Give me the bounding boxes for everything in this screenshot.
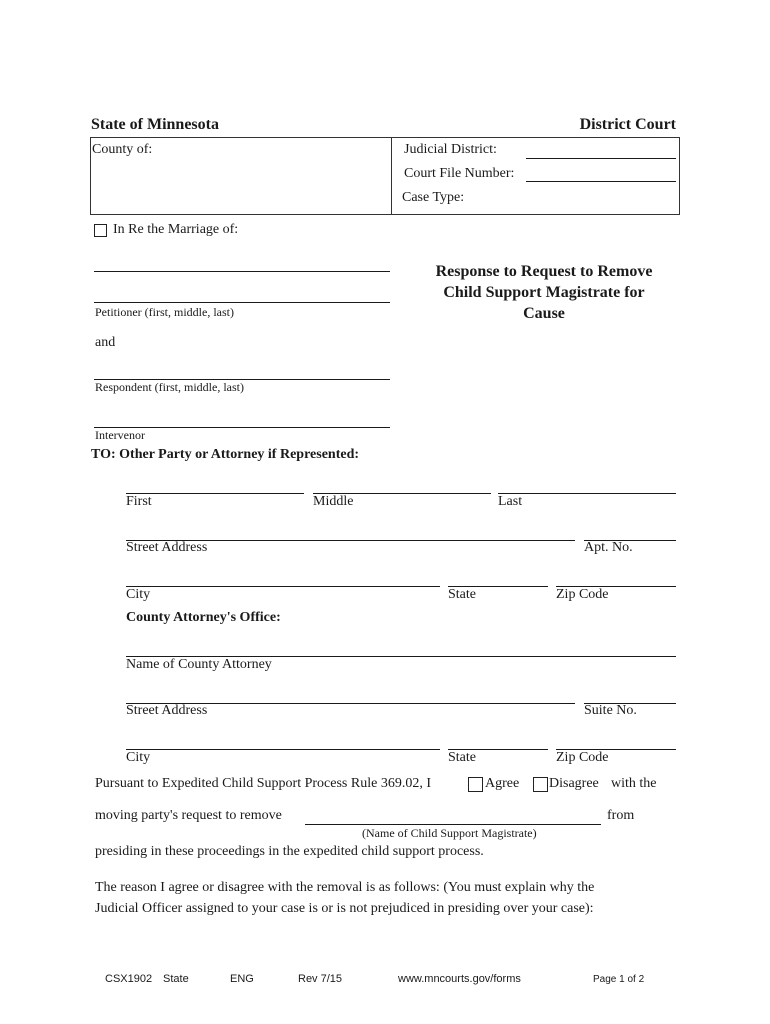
ca-street-address-label: Street Address bbox=[126, 703, 208, 718]
last-name-field[interactable] bbox=[498, 493, 676, 494]
zip-code-label: Zip Code bbox=[556, 587, 609, 602]
caption-box bbox=[90, 137, 680, 215]
ca-zip-code-label: Zip Code bbox=[556, 750, 609, 765]
footer-state: State bbox=[163, 973, 189, 985]
with-the-text: with the bbox=[611, 776, 657, 791]
petitioner-line-1[interactable] bbox=[94, 271, 390, 272]
case-type-label: Case Type: bbox=[402, 190, 465, 205]
court-file-number-field[interactable] bbox=[526, 181, 676, 182]
document-title bbox=[400, 261, 688, 324]
moving-party-text: moving party's request to remove bbox=[95, 808, 282, 823]
state-heading: State of Minnesota bbox=[91, 116, 219, 133]
state-label: State bbox=[448, 587, 476, 602]
footer-page: Page 1 of 2 bbox=[593, 974, 645, 985]
city-label: City bbox=[126, 587, 151, 602]
petitioner-label: Petitioner (first, middle, last) bbox=[95, 305, 234, 319]
county-attorney-heading: County Attorney's Office: bbox=[126, 610, 281, 625]
marriage-checkbox[interactable] bbox=[94, 224, 107, 237]
title-line-3: Cause bbox=[523, 305, 565, 322]
footer-code: CSX1902 bbox=[105, 973, 153, 985]
middle-label: Middle bbox=[313, 494, 354, 509]
reason-line-2: Judicial Officer assigned to your case is or is not prejudiced in presiding over your case): bbox=[95, 901, 594, 916]
marriage-label: In Re the Marriage of: bbox=[113, 222, 239, 237]
court-heading: District Court bbox=[579, 116, 676, 133]
city-field[interactable] bbox=[126, 586, 440, 587]
apt-no-label: Apt. No. bbox=[584, 540, 633, 555]
county-attorney-name-label: Name of County Attorney bbox=[126, 657, 272, 672]
first-label: First bbox=[126, 494, 152, 509]
agree-checkbox[interactable] bbox=[468, 777, 483, 792]
title-line-2: Child Support Magistrate for bbox=[443, 284, 645, 301]
magistrate-caption: (Name of Child Support Magistrate) bbox=[362, 826, 537, 840]
and-label: and bbox=[95, 335, 116, 350]
disagree-checkbox[interactable] bbox=[533, 777, 548, 792]
from-text: from bbox=[607, 808, 635, 823]
intervenor-label: Intervenor bbox=[95, 428, 145, 442]
county-label: County of: bbox=[92, 142, 153, 157]
caption-divider bbox=[391, 137, 392, 215]
footer-lang: ENG bbox=[230, 973, 254, 985]
to-heading: TO: Other Party or Attorney if Represented: bbox=[91, 447, 360, 462]
ca-city-field[interactable] bbox=[126, 749, 440, 750]
magistrate-name-field[interactable] bbox=[305, 824, 601, 825]
footer-url: www.mncourts.gov/forms bbox=[398, 973, 521, 985]
ca-state-label: State bbox=[448, 750, 476, 765]
respondent-label: Respondent (first, middle, last) bbox=[95, 380, 244, 394]
last-label: Last bbox=[498, 494, 523, 509]
judicial-district-label: Judicial District: bbox=[404, 142, 497, 157]
reason-line-1: The reason I agree or disagree with the removal is as follows: (You must explain why the bbox=[95, 880, 595, 895]
pursuant-text: Pursuant to Expedited Child Support Process Rule 369.02, I bbox=[95, 776, 431, 791]
presiding-text: presiding in these proceedings in the expedited child support process. bbox=[95, 844, 484, 859]
title-line-1: Response to Request to Remove bbox=[435, 263, 653, 280]
judicial-district-field[interactable] bbox=[526, 158, 676, 159]
suite-no-label: Suite No. bbox=[584, 703, 637, 718]
footer-rev: Rev 7/15 bbox=[298, 973, 343, 985]
street-address-label: Street Address bbox=[126, 540, 208, 555]
ca-city-label: City bbox=[126, 750, 151, 765]
court-file-number-label: Court File Number: bbox=[404, 166, 515, 181]
petitioner-line-2[interactable] bbox=[94, 302, 390, 303]
first-name-field[interactable] bbox=[126, 493, 304, 494]
disagree-label: Disagree bbox=[549, 776, 599, 791]
agree-label: Agree bbox=[485, 776, 520, 791]
